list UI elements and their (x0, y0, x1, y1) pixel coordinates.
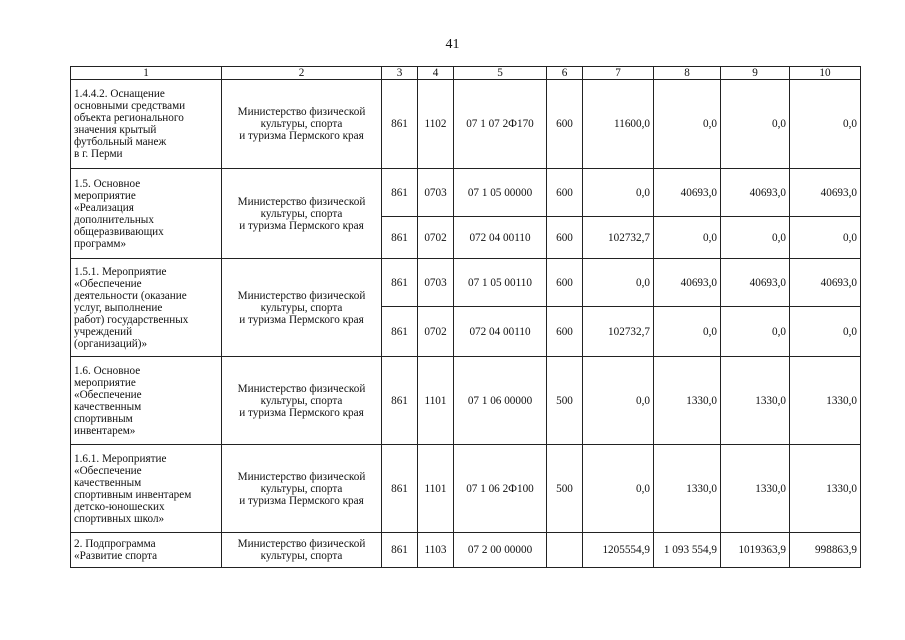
amount-cell: 1330,0 (790, 357, 861, 445)
target-article-cell: 07 1 06 00000 (454, 357, 547, 445)
executor-cell (222, 80, 382, 169)
amount-cell: 1019363,9 (721, 533, 790, 568)
amount-cell: 0,0 (654, 307, 721, 357)
executor-line: культуры, спорта (260, 394, 343, 407)
amount-cell: 0,0 (654, 80, 721, 169)
amount-cell: 0,0 (583, 445, 654, 533)
expense-type-cell: 500 (547, 357, 583, 445)
executor-line: Министерство физической (237, 106, 366, 118)
gr-code-cell: 861 (382, 80, 418, 169)
activity-name-line: «Обеспечение (74, 277, 142, 290)
gr-code-cell: 861 (382, 307, 418, 357)
activity-name-cell (71, 533, 222, 568)
section-code-cell: 0703 (418, 259, 454, 307)
expense-type-cell: 500 (547, 445, 583, 533)
amount-cell: 1330,0 (654, 357, 721, 445)
amount-cell: 0,0 (721, 307, 790, 357)
executor-line: и туризма Пермского края (239, 406, 364, 419)
expense-type-cell (547, 533, 583, 568)
table-row (71, 169, 861, 217)
gr-code-cell: 861 (382, 259, 418, 307)
activity-name-line: 2. Подпрограмма (74, 538, 156, 550)
column-number: 5 (454, 67, 547, 80)
column-number-row (71, 67, 861, 80)
target-article-cell: 07 2 00 00000 (454, 533, 547, 568)
executor-line: культуры, спорта (260, 118, 343, 130)
amount-cell: 40693,0 (721, 169, 790, 217)
amount-cell: 0,0 (583, 169, 654, 217)
amount-cell: 40693,0 (790, 169, 861, 217)
amount-cell: 40693,0 (654, 169, 721, 217)
activity-name-line: услуг, выполнение (74, 301, 163, 314)
section-code-cell: 1103 (418, 533, 454, 568)
activity-name-line: детско-юношеских (74, 500, 165, 513)
column-number: 10 (790, 67, 861, 80)
amount-cell: 0,0 (654, 217, 721, 259)
activity-name-line: (организаций)» (74, 337, 148, 350)
amount-cell: 11600,0 (583, 80, 654, 169)
amount-cell: 0,0 (790, 217, 861, 259)
target-article-cell: 07 1 05 00110 (454, 259, 547, 307)
amount-cell: 102732,7 (583, 217, 654, 259)
activity-name-cell (71, 357, 222, 445)
column-number: 1 (71, 67, 222, 80)
amount-cell: 0,0 (583, 259, 654, 307)
column-number: 9 (721, 67, 790, 80)
column-number: 7 (583, 67, 654, 80)
expense-type-cell: 600 (547, 169, 583, 217)
section-code-cell: 1102 (418, 80, 454, 169)
executor-cell (222, 169, 382, 259)
activity-name-line: учреждений (74, 325, 133, 338)
amount-cell: 0,0 (790, 307, 861, 357)
table-row (71, 445, 861, 533)
executor-cell (222, 259, 382, 357)
executor-line: Министерство физической (237, 538, 366, 550)
expense-type-cell: 600 (547, 259, 583, 307)
executor-line: культуры, спорта (260, 482, 343, 495)
amount-cell: 998863,9 (790, 533, 861, 568)
executor-line: культуры, спорта (260, 207, 343, 220)
target-article-cell: 07 1 05 00000 (454, 169, 547, 217)
activity-name-line: программ» (74, 237, 127, 250)
activity-name-cell (71, 169, 222, 259)
activity-name-line: качественным (74, 400, 142, 413)
amount-cell: 102732,7 (583, 307, 654, 357)
executor-line: Министерство физической (237, 195, 366, 208)
activity-name-line: «Обеспечение (74, 388, 142, 401)
activity-name-cell (71, 259, 222, 357)
activity-name-line: деятельности (оказание (74, 289, 187, 302)
budget-table (70, 66, 861, 568)
executor-line: и туризма Пермского края (239, 130, 364, 142)
activity-name-cell (71, 445, 222, 533)
executor-line: культуры, спорта (260, 550, 343, 562)
column-number: 2 (222, 67, 382, 80)
page-number: 41 (445, 37, 460, 52)
target-article-cell: 07 1 07 2Ф170 (454, 80, 547, 169)
activity-name-line: общеразвивающих (74, 225, 164, 238)
executor-cell (222, 533, 382, 568)
column-number: 4 (418, 67, 454, 80)
activity-name-line: работ) государственных (74, 313, 189, 326)
executor-cell (222, 445, 382, 533)
activity-name-line: «Обеспечение (74, 464, 142, 477)
target-article-cell: 072 04 00110 (454, 307, 547, 357)
activity-name-line: объекта регионального (74, 112, 184, 124)
activity-name-line: спортивных школ» (74, 512, 165, 525)
section-code-cell: 1101 (418, 357, 454, 445)
activity-name-line: спортивным инвентарем (74, 488, 192, 501)
activity-name-line: инвентарем» (74, 424, 136, 437)
amount-cell: 1330,0 (790, 445, 861, 533)
section-code-cell: 0703 (418, 169, 454, 217)
section-code-cell: 1101 (418, 445, 454, 533)
amount-cell: 40693,0 (721, 259, 790, 307)
amount-cell: 0,0 (790, 80, 861, 169)
amount-cell: 1330,0 (721, 445, 790, 533)
executor-line: Министерство физической (237, 470, 366, 483)
activity-name-line: «Реализация (74, 201, 134, 214)
table-row (71, 357, 861, 445)
executor-line: и туризма Пермского края (239, 494, 364, 507)
column-number: 3 (382, 67, 418, 80)
activity-name-line: основными средствами (74, 100, 186, 112)
target-article-cell: 072 04 00110 (454, 217, 547, 259)
activity-name-line: значения крытый (74, 124, 157, 136)
executor-cell (222, 357, 382, 445)
gr-code-cell: 861 (382, 217, 418, 259)
amount-cell: 1330,0 (654, 445, 721, 533)
executor-line: и туризма Пермского края (239, 313, 364, 326)
expense-type-cell: 600 (547, 217, 583, 259)
activity-name-line: в г. Перми (74, 148, 123, 160)
executor-line: Министерство физической (237, 382, 366, 395)
column-number: 6 (547, 67, 583, 80)
expense-type-cell: 600 (547, 307, 583, 357)
activity-name-line: качественным (74, 476, 142, 489)
expense-type-cell: 600 (547, 80, 583, 169)
activity-name-line: 1.6.1. Мероприятие (74, 452, 167, 465)
activity-name-line: 1.4.4.2. Оснащение (74, 88, 165, 100)
amount-cell: 40693,0 (654, 259, 721, 307)
amount-cell: 1 093 554,9 (654, 533, 721, 568)
section-code-cell: 0702 (418, 307, 454, 357)
executor-line: и туризма Пермского края (239, 219, 364, 232)
section-code-cell: 0702 (418, 217, 454, 259)
amount-cell: 1205554,9 (583, 533, 654, 568)
activity-name-line: дополнительных (74, 213, 154, 226)
gr-code-cell: 861 (382, 169, 418, 217)
amount-cell: 0,0 (721, 217, 790, 259)
activity-name-line: 1.5.1. Мероприятие (74, 265, 167, 278)
table-row (71, 80, 861, 169)
executor-line: Министерство физической (237, 289, 366, 302)
gr-code-cell: 861 (382, 357, 418, 445)
amount-cell: 0,0 (583, 357, 654, 445)
activity-name-line: спортивным (74, 412, 133, 425)
gr-code-cell: 861 (382, 445, 418, 533)
activity-name-line: мероприятие (74, 376, 136, 389)
target-article-cell: 07 1 06 2Ф100 (454, 445, 547, 533)
activity-name-line: «Развитие спорта (74, 550, 158, 562)
activity-name-line: футбольный манеж (74, 136, 167, 148)
executor-line: культуры, спорта (260, 301, 343, 314)
column-number: 8 (654, 67, 721, 80)
activity-name-line: 1.5. Основное (74, 177, 141, 190)
gr-code-cell: 861 (382, 533, 418, 568)
table-row (71, 533, 861, 568)
table-row (71, 259, 861, 307)
amount-cell: 40693,0 (790, 259, 861, 307)
activity-name-line: 1.6. Основное (74, 364, 141, 377)
activity-name-line: мероприятие (74, 189, 136, 202)
amount-cell: 0,0 (721, 80, 790, 169)
amount-cell: 1330,0 (721, 357, 790, 445)
activity-name-cell (71, 80, 222, 169)
